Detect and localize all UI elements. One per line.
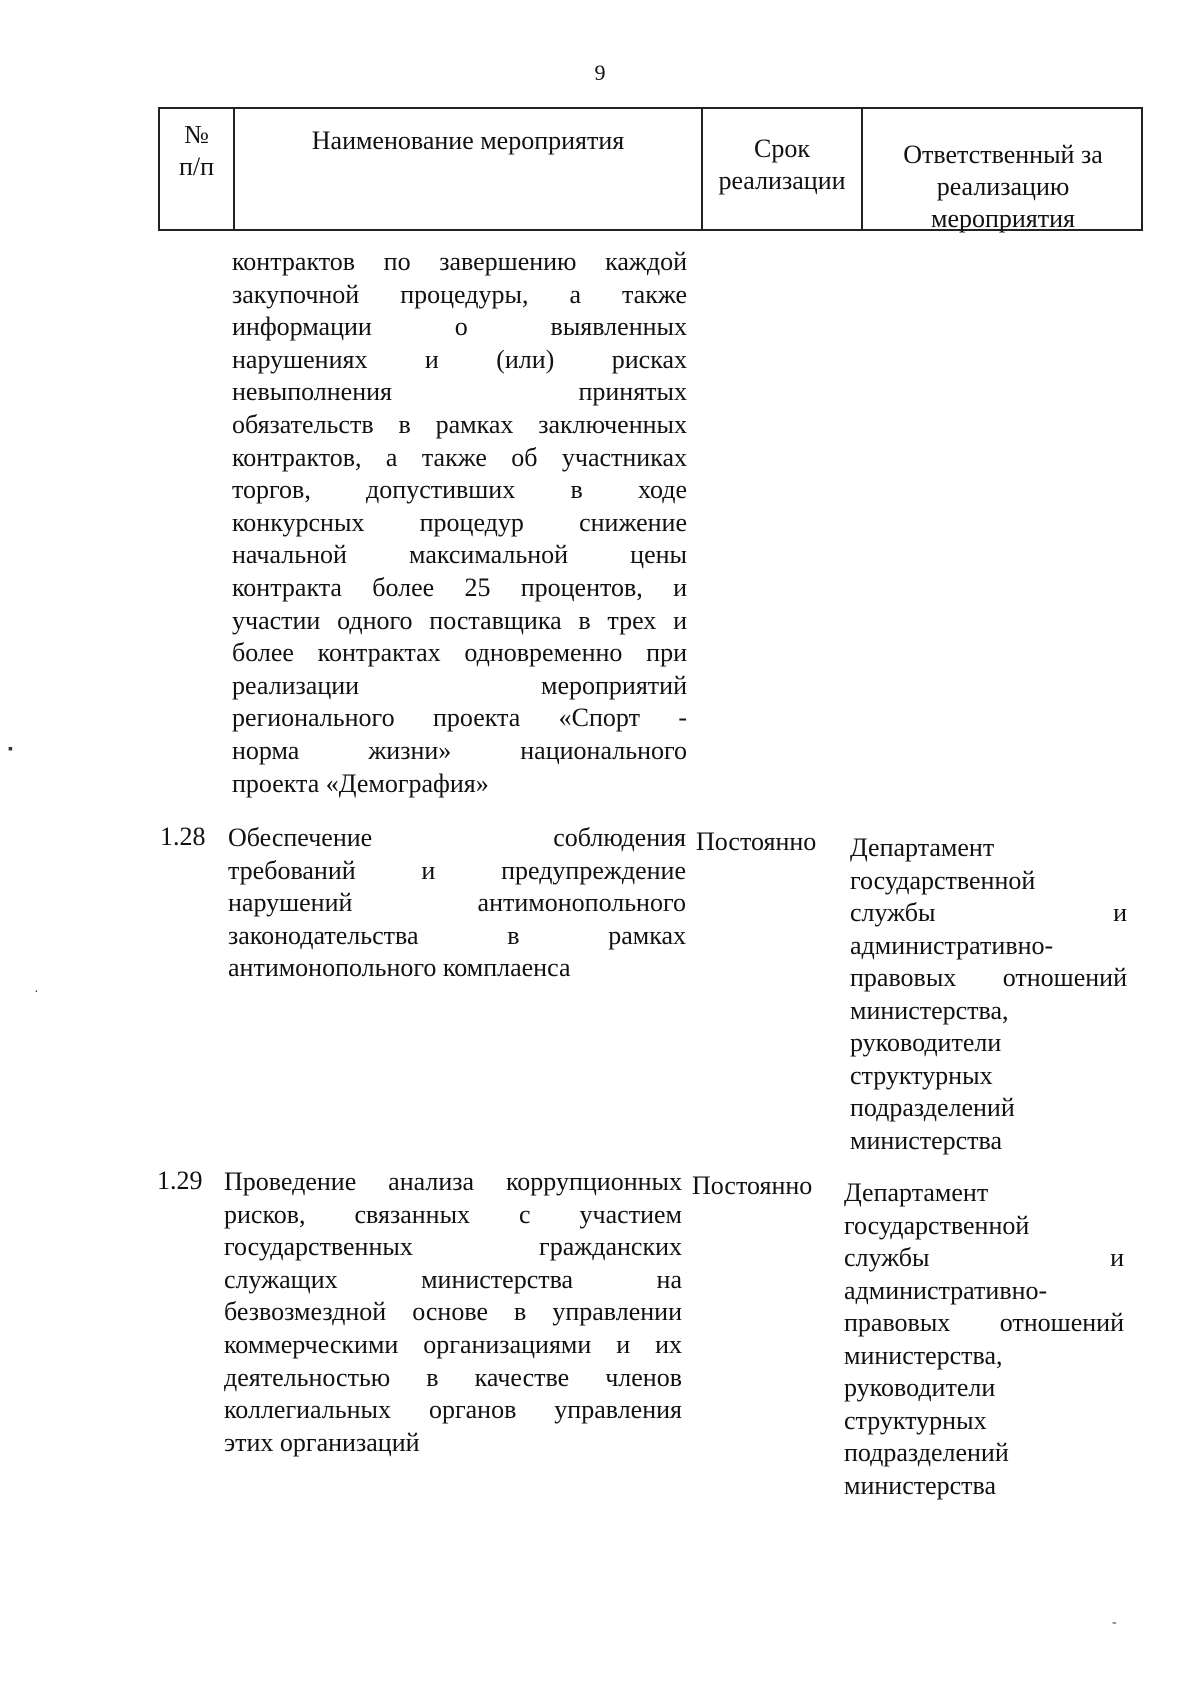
text-line: служащих министерства на xyxy=(224,1264,682,1294)
text-line: службы и xyxy=(844,1243,1124,1272)
header-term-line: реализации xyxy=(718,166,846,195)
header-term-line: Срок xyxy=(754,134,810,163)
header-name-line: Наименование мероприятия xyxy=(311,126,625,155)
text-line: министерства, xyxy=(850,995,1009,1025)
text-line: более контрактах одновременно при xyxy=(232,638,687,668)
text-line: проекта «Демография» xyxy=(232,768,489,798)
scan-margin-mark: ▪ xyxy=(8,742,13,757)
header-cell-responsible xyxy=(863,109,1143,233)
text-line: министерства xyxy=(850,1125,1003,1155)
scan-margin-mark: · xyxy=(34,985,39,1000)
text-line: подразделений xyxy=(850,1093,1015,1122)
header-responsible-line: Ответственный за xyxy=(903,140,1103,169)
text-line: государственной xyxy=(844,1210,1030,1240)
text-line: невыполнения принятых xyxy=(232,377,687,407)
text-line: Департамент xyxy=(850,833,995,862)
text-line: службы и xyxy=(850,898,1127,927)
text-line: Обеспечение соблюдения xyxy=(228,823,686,852)
text-line: безвозмездной основе в управлении xyxy=(224,1297,682,1327)
row-responsible xyxy=(850,832,1127,1157)
text-line: структурных xyxy=(850,1060,993,1090)
text-line: правовых отношений xyxy=(850,963,1127,992)
text-line: министерства, xyxy=(844,1340,1003,1370)
text-line: административно- xyxy=(850,930,1054,960)
header-responsible-line: реализацию xyxy=(936,172,1070,201)
text-line: обязательств в рамках заключенных xyxy=(232,409,687,439)
text-line: Департамент xyxy=(844,1178,989,1207)
text-line: начальной максимальной цены xyxy=(232,540,687,570)
text-line: участии одного поставщика в трех и xyxy=(232,605,687,635)
text-line: требований и предупреждение xyxy=(228,855,686,885)
text-line: руководители xyxy=(844,1373,996,1402)
text-line: руководители xyxy=(850,1028,1002,1057)
text-line: контрактов по завершению каждой xyxy=(232,247,687,276)
text-line: подразделений xyxy=(844,1438,1009,1467)
row-number: 1.28 xyxy=(160,822,206,851)
page-number: 9 xyxy=(594,60,606,85)
header-responsible-line: мероприятия xyxy=(930,204,1075,233)
text-line: рисков, связанных с участием xyxy=(224,1199,682,1229)
continuation-text xyxy=(232,246,687,800)
row-term: Постоянно xyxy=(692,1171,813,1200)
text-line: министерства xyxy=(844,1470,997,1500)
text-line: правовых отношений xyxy=(844,1308,1124,1337)
text-line: законодательства в рамках xyxy=(228,920,686,950)
row-number: 1.29 xyxy=(157,1166,203,1195)
text-line: этих организаций xyxy=(224,1427,420,1457)
text-line: деятельностью в качестве членов xyxy=(224,1362,682,1392)
text-line: закупочной процедуры, а также xyxy=(232,279,687,309)
text-line: норма жизни» национального xyxy=(232,735,687,765)
text-line: государственной xyxy=(850,865,1036,895)
header-cell-number xyxy=(160,109,235,229)
text-line: Проведение анализа коррупционных xyxy=(224,1167,682,1196)
header-number-line: п/п xyxy=(178,152,215,181)
text-line: коммерческими организациями и их xyxy=(224,1329,682,1359)
row-name xyxy=(228,822,686,985)
text-line: торгов, допустивших в ходе xyxy=(232,475,687,505)
text-line: нарушений антимонопольного xyxy=(228,888,686,918)
text-line: структурных xyxy=(844,1405,987,1435)
text-line: нарушениях и (или) рисках xyxy=(232,344,687,374)
scan-margin-mark: - xyxy=(1112,1615,1117,1630)
text-line: информации о выявленных xyxy=(232,312,687,342)
text-line: конкурсных процедур снижение xyxy=(232,507,687,537)
text-line: регионального проекта «Спорт - xyxy=(232,703,687,733)
row-term: Постоянно xyxy=(696,827,817,856)
header-number-line: № xyxy=(184,120,209,149)
row-name xyxy=(224,1166,682,1459)
text-line: контрактов, а также об участниках xyxy=(232,442,687,472)
text-line: реализации мероприятий xyxy=(232,670,687,700)
text-line: государственных гражданских xyxy=(224,1232,682,1262)
header-cell-name xyxy=(235,109,703,229)
header-cell-term xyxy=(703,109,863,229)
text-line: антимонопольного комплаенса xyxy=(228,953,571,983)
text-line: коллегиальных органов управления xyxy=(224,1395,682,1425)
text-line: контракта более 25 процентов, и xyxy=(232,572,687,602)
table-header xyxy=(158,107,1143,231)
text-line: административно- xyxy=(844,1275,1048,1305)
row-responsible xyxy=(844,1177,1124,1502)
